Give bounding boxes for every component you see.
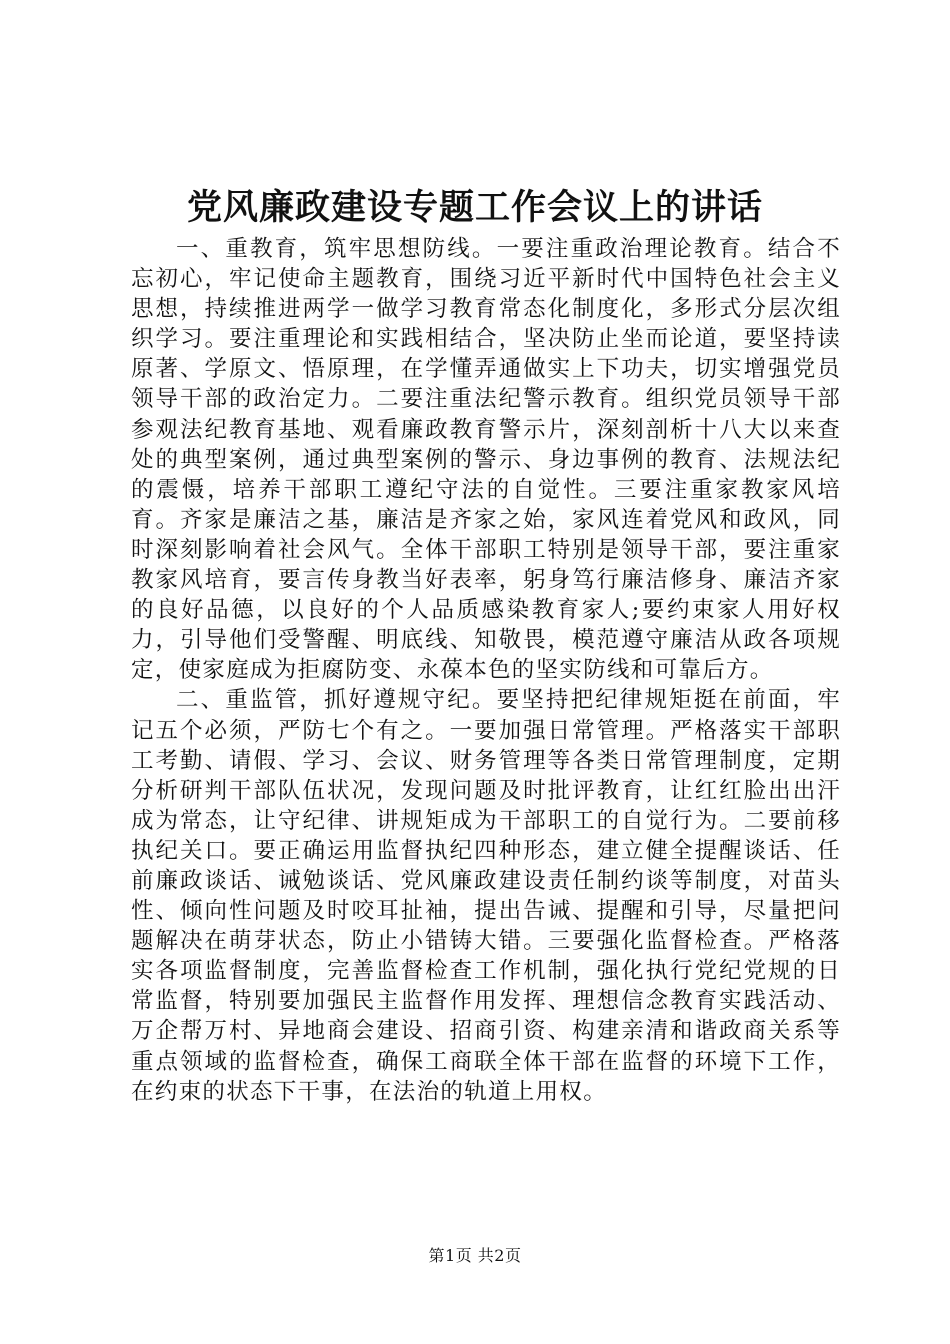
page-number-footer: 第1页 共2页 xyxy=(428,1246,522,1265)
document-title: 党风廉政建设专题工作会议上的讲话 xyxy=(186,187,763,228)
paragraph-education: 一、重教育，筑牢思想防线。一要注重政治理论教育。结合不忘初心，牢记使命主题教育，围绕习近平新时代中国特色社会主义思想，持续推进两学一做学习教育常态化制度化，多形式分层次组织学习。要注重理论和实践相结合，坚决防止坐而论道，要坚持读原著、学原文、悟原理，在学懂弄通做实上下功夫，切实增强党员领导干部的政治定力。二要注重法纪警示教育。组织党员领导干部参观法纪教育基地、观看廉政教育警示片，深刻剖析十八大以来查处的典型案例，通过典型案例的警示、身边事例的教育、法规法纪的震慑，培养干部职工遵纪守法的自觉性。三要注重家教家风培育。齐家是廉洁之基，廉洁是齐家之始，家风连着党风和政风，同时深刻影响着社会风气。全体干部职工特别是领导干部，要注重家教家风培育，要言传身教当好表率，躬身笃行廉洁修身、廉洁齐家的良好品德，以良好的个人品质感染教育家人;要约束家人用好权力，引导他们受警醒、明底线、知敬畏，模范遵守廉洁从政各项规定，使家庭成为拒腐防变、永葆本色的坚实防线和可靠后方。 xyxy=(131,236,841,684)
document-body xyxy=(131,234,841,1107)
paragraph-supervision: 二、重监管，抓好遵规守纪。要坚持把纪律规矩挺在前面，牢记五个必须，严防七个有之。一要加强日常管理。严格落实干部职工考勤、请假、学习、会议、财务管理等各类日常管理制度，定期分析研判干部队伍状况，发现问题及时批评教育，让红红脸出出汗成为常态，让守纪律、讲规矩成为干部职工的自觉行为。二要前移执纪关口。要正确运用监督执纪四种形态，建立健全提醒谈话、任前廉政谈话、诫勉谈话、党风廉政建设责任制约谈等制度，对苗头性、倾向性问题及时咬耳扯袖，提出告诫、提醒和引导，尽量把问题解决在萌芽状态，防止小错铸大错。三要强化监督检查。严格落实各项监督制度，完善监督检查工作机制，强化执行党纪党规的日常监督，特别要加强民主监督作用发挥、理想信念教育实践活动、万企帮万村、异地商会建设、招商引资、构建亲清和谐政商关系等重点领域的监督检查，确保工商联全体干部在监督的环境下工作，在约束的状态下干事，在法治的轨道上用权。 xyxy=(131,687,841,1105)
